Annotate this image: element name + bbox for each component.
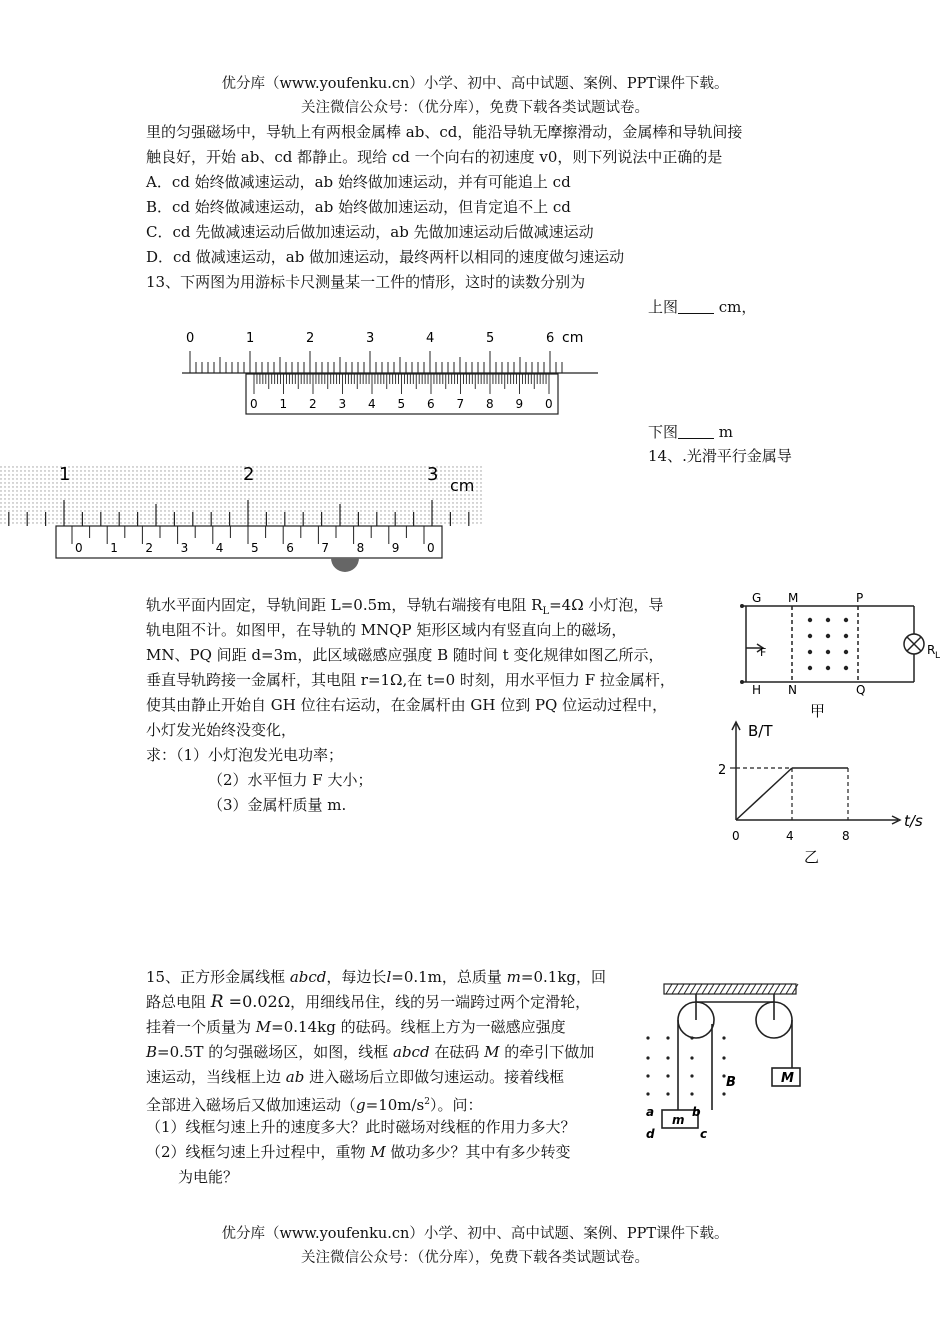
q14-figure-yi [708, 716, 944, 870]
q13-lower-unit: m [714, 423, 734, 441]
y-label: B/T [748, 722, 773, 740]
q13-upper-blank[interactable] [678, 299, 714, 314]
vernier-label: 5 [397, 397, 406, 411]
x-tick-8: 8 [842, 829, 850, 843]
q13-upper-unit: cm， [714, 298, 757, 316]
vernier-label: 9 [515, 397, 524, 411]
vernier-label: 8 [486, 397, 494, 411]
hatch-line [720, 984, 726, 994]
magnetic-field-dots [808, 618, 848, 670]
field-dot [646, 1036, 649, 1039]
label-b-small: b [692, 1105, 701, 1119]
q15-line-2 [146, 990, 590, 1014]
hatch-line [774, 984, 780, 994]
field-dots-q15 [646, 1036, 725, 1095]
q13-lower-blank[interactable] [678, 424, 714, 439]
q15-l6b: g [356, 1096, 366, 1114]
q14-figure-jia [722, 588, 944, 720]
footer-line-1: 优分库（www.youfenku.cn）小学、初中、高中试题、案例、PPT课件下载。 [221, 1226, 729, 1242]
vernier-label: 3 [180, 541, 189, 555]
hatch-line [732, 984, 738, 994]
q15-l1e: =0.1m，总质量 [391, 968, 507, 986]
q15-l6e: ）。问： [430, 1096, 483, 1114]
q12-option-d: D．cd 做减速运动，ab 做加速运动，最终两杆以相同的速度做匀速运动 [146, 248, 625, 266]
caliper2-thumb-screw [331, 558, 359, 572]
q15-l2c: =0.02 [223, 992, 278, 1011]
hatch-line [690, 984, 696, 994]
q15-q2c: 做功多少？其中有多少转变 [385, 1143, 571, 1161]
q15-l4c: abcd [393, 1043, 430, 1061]
field-dot [844, 634, 848, 638]
q14-head: 14、.光滑平行金属导 [648, 447, 792, 465]
caliper-upper [170, 318, 610, 418]
q14-line-2: 轨电阻不计。如图甲，在导轨的 MNQP 矩形区域内有竖直向上的磁场， [146, 621, 627, 639]
caliper1-vernier-ticks [254, 374, 549, 394]
hatch-line [792, 984, 798, 994]
caliper1-unit: cm [562, 330, 584, 346]
q15-l2b: R [210, 992, 224, 1012]
q15-l4f: 的牵引下做加 [499, 1043, 595, 1061]
main-label: 1 [246, 331, 255, 346]
y-tick-2: 2 [718, 763, 727, 778]
hatch-line [756, 984, 762, 994]
hatch-line [702, 984, 708, 994]
q15-l1c: ，每边长 [326, 968, 387, 986]
main-label: 2 [243, 464, 255, 485]
field-dot [666, 1074, 669, 1077]
main-label: 5 [486, 331, 495, 346]
hatch-line [738, 984, 744, 994]
label-a: a [646, 1105, 655, 1119]
label-n: N [788, 683, 797, 697]
field-dot [666, 1056, 669, 1059]
field-dot [844, 618, 848, 622]
vernier-label: 1 [279, 397, 288, 411]
hatch-line [708, 984, 714, 994]
main-label: 2 [306, 331, 315, 346]
q14-ask-2: （2）水平恒力 F 大小； [208, 771, 373, 789]
q12-option-c: C．cd 先做减速运动后做加速运动，ab 先做加速运动后做减速运动 [146, 223, 594, 241]
x-label: t/s [904, 812, 923, 830]
q14-ask-1: 求：（1）小灯泡发光电功率； [146, 746, 344, 764]
label-small-m: m [672, 1113, 685, 1127]
q15-l5c: 进入磁场后立即做匀速运动。接着线框 [304, 1068, 565, 1086]
field-dot [722, 1092, 725, 1095]
q15-q2b: M [370, 1143, 386, 1161]
label-r-sub: L [935, 651, 941, 661]
main-label: 6 [546, 331, 555, 346]
q15-question-2-cont: 为电能？ [178, 1168, 239, 1186]
q15-l6d: 2 [424, 1097, 430, 1107]
main-label: 3 [366, 331, 375, 346]
label-g: G [752, 591, 762, 605]
q15-figure-pulley [640, 978, 818, 1148]
label-r: R [927, 643, 936, 657]
vernier-label: 0 [545, 397, 553, 411]
field-dot [826, 650, 830, 654]
label-p: P [856, 591, 864, 605]
q15-l2d: Ω，用细线吊住，线的另一端跨过两个定滑轮， [277, 993, 591, 1011]
b-t-curve [730, 768, 848, 820]
label-q: Q [856, 683, 866, 697]
q13-upper-answer [648, 295, 756, 319]
hatch-line [762, 984, 768, 994]
q15-l1g: =0.1kg，回 [520, 968, 607, 986]
q14-line-5: 使其由静止开始自 GH 位往右运动，在金属杆由 GH 位到 PQ 位运动过程中， [146, 696, 668, 714]
q15-l1b: abcd [289, 968, 327, 986]
q13-stem: 13、下两图为用游标卡尺测量某一工件的情形，这时的读数分别为 [146, 273, 586, 291]
hatch-line [714, 984, 720, 994]
header-line-2: 关注微信公众号：（优分库），免费下载各类试题试卷。 [301, 100, 649, 116]
field-dot [690, 1092, 693, 1095]
field-dot [646, 1074, 649, 1077]
field-dot [690, 1074, 693, 1077]
main-label: 1 [59, 464, 71, 485]
q15-line-1 [146, 965, 606, 989]
caliper1-main-ticks [190, 351, 562, 373]
vernier-label: 7 [321, 541, 330, 555]
q14-line-1-tail: =4Ω 小灯泡，导 [549, 596, 664, 614]
q15-question-1: （1）线框匀速上升的速度多大？此时磁场对线框的作用力多大？ [146, 1118, 576, 1136]
q15-line-6 [146, 1090, 483, 1117]
q15-l2a: 路总电阻 [146, 993, 211, 1011]
field-dot [844, 650, 848, 654]
vernier-label: 4 [368, 397, 376, 411]
q15-l4b: =0.5T 的匀强磁场区，如图，线框 [157, 1043, 393, 1061]
q15-q2a: （2）线框匀速上升过程中，重物 [146, 1143, 371, 1161]
q14-ask-3: （3）金属杆质量 m. [208, 796, 347, 814]
vernier-label: 7 [456, 397, 465, 411]
vernier-label: 5 [251, 541, 259, 555]
field-dot [808, 618, 812, 622]
q15-l4e: M [484, 1043, 500, 1061]
hatch-line [744, 984, 750, 994]
vernier-label: 6 [286, 541, 294, 555]
q13-lower-label: 下图 [648, 423, 679, 441]
label-d: d [646, 1127, 655, 1141]
field-dot [722, 1056, 725, 1059]
q12-option-b: B．cd 始终做减速运动，ab 始终做加速运动，但肯定追不上 cd [146, 198, 571, 216]
label-h: H [752, 683, 762, 697]
vernier-label: 2 [145, 541, 154, 555]
caliper1-main-labels [186, 331, 554, 346]
hatch-line [750, 984, 756, 994]
q14-line-1-sub: L [542, 606, 550, 617]
q15-l6a: 全部进入磁场后又做加速运动（ [146, 1096, 357, 1114]
x-tick-4: 4 [786, 829, 794, 843]
hatch-line [684, 984, 690, 994]
q15-l5a: 速运动，当线框上边 [146, 1068, 286, 1086]
q15-l3a: 挂着一个质量为 [146, 1018, 256, 1036]
footer-line-2: 关注微信公众号：（优分库），免费下载各类试题试卷。 [301, 1250, 649, 1266]
q12-option-a: A．cd 始终做减速运动，ab 始终做加速运动，并有可能追上 cd [146, 173, 571, 191]
field-dot [722, 1036, 725, 1039]
vernier-label: 1 [110, 541, 118, 555]
hatch-line [786, 984, 792, 994]
q15-l5b: ab [285, 1068, 305, 1086]
field-dot [826, 618, 830, 622]
field-dot [690, 1056, 693, 1059]
caliper2-unit: cm [450, 476, 475, 495]
caliper-lower [0, 458, 482, 578]
q13-upper-label: 上图 [648, 298, 679, 316]
q12-line-2: 触良好，开始 ab、cd 都静止。现给 cd 一个向右的初速度 v0，则下列说法中正确的是 [146, 148, 723, 166]
main-label: 4 [426, 331, 435, 346]
hatch-line [672, 984, 678, 994]
vernier-label: 4 [215, 541, 224, 555]
field-dot [666, 1036, 669, 1039]
q15-l1a: 15、正方形金属线框 [146, 968, 290, 986]
field-dot [646, 1092, 649, 1095]
q15-l3c: =0.14kg 的砝码。线框上方为一磁感应强度 [271, 1018, 566, 1036]
vernier-label: 9 [391, 541, 400, 555]
x-tick-0: 0 [732, 829, 740, 843]
field-dot [826, 634, 830, 638]
q14-line-1-text: 轨水平面内固定，导轨间距 L=0.5m，导轨右端接有电阻 R [146, 596, 543, 614]
q15-l4d: 在砝码 [429, 1043, 485, 1061]
field-dot [666, 1092, 669, 1095]
vernier-label: 8 [356, 541, 365, 555]
vernier-label: 0 [427, 541, 435, 555]
hatch-line [780, 984, 786, 994]
label-big-m: M [781, 1071, 794, 1086]
field-dot [808, 650, 812, 654]
vernier-label: 0 [75, 541, 83, 555]
label-c: c [700, 1127, 708, 1141]
main-label: 0 [186, 331, 195, 346]
field-dot [844, 666, 848, 670]
q15-line-3 [146, 1015, 566, 1039]
ceiling [664, 984, 796, 994]
label-b: B [726, 1075, 736, 1090]
field-dot [690, 1036, 693, 1039]
q12-line-1: 里的匀强磁场中，导轨上有两根金属棒 ab、cd，能沿导轨无摩擦滑动，金属棒和导轨间接 [146, 123, 743, 141]
hatch-line [666, 984, 672, 994]
vernier-label: 2 [309, 397, 317, 411]
q15-l4a: B [146, 1043, 158, 1061]
field-dot [646, 1056, 649, 1059]
caption-yi: 乙 [804, 848, 820, 866]
main-label: 3 [427, 464, 439, 485]
q15-l1f: m [506, 968, 521, 986]
header-line-1: 优分库（www.youfenku.cn）小学、初中、高中试题、案例、PPT课件下载。 [221, 76, 729, 92]
q14-line-3: MN、PQ 间距 d=3m，此区域磁感应强度 B 随时间 t 变化规律如图乙所示， [146, 646, 664, 664]
q15-l1d: l [386, 968, 392, 986]
vernier-label: 0 [250, 397, 258, 411]
q15-line-5 [146, 1065, 564, 1089]
field-dot [826, 666, 830, 670]
field-dot [808, 666, 812, 670]
vernier-label: 3 [338, 397, 347, 411]
label-f: F [760, 646, 767, 659]
caliper1-vernier-labels [250, 397, 553, 411]
hatch-line [696, 984, 702, 994]
caption-jia: 甲 [810, 702, 826, 720]
field-dot [808, 634, 812, 638]
q15-l3b: M [255, 1018, 272, 1036]
hatch-line [768, 984, 774, 994]
hatch-line [726, 984, 732, 994]
q15-l6c: =10m/s [365, 1096, 425, 1114]
ramp-segment [736, 768, 792, 820]
caliper2-main-body [0, 464, 482, 526]
q15-line-4 [146, 1040, 594, 1064]
q13-lower-answer [648, 420, 733, 444]
q14-line-4: 垂直导轨跨接一金属杆，其电阻 r=1Ω,在 t=0 时刻，用水平恒力 F 拉金属杆， [146, 671, 675, 689]
q15-question-2 [146, 1140, 570, 1164]
hatch-line [678, 984, 684, 994]
q14-line-6: 小灯发光始终没变化， [146, 721, 297, 739]
vernier-label: 6 [427, 397, 435, 411]
label-m: M [788, 591, 799, 605]
